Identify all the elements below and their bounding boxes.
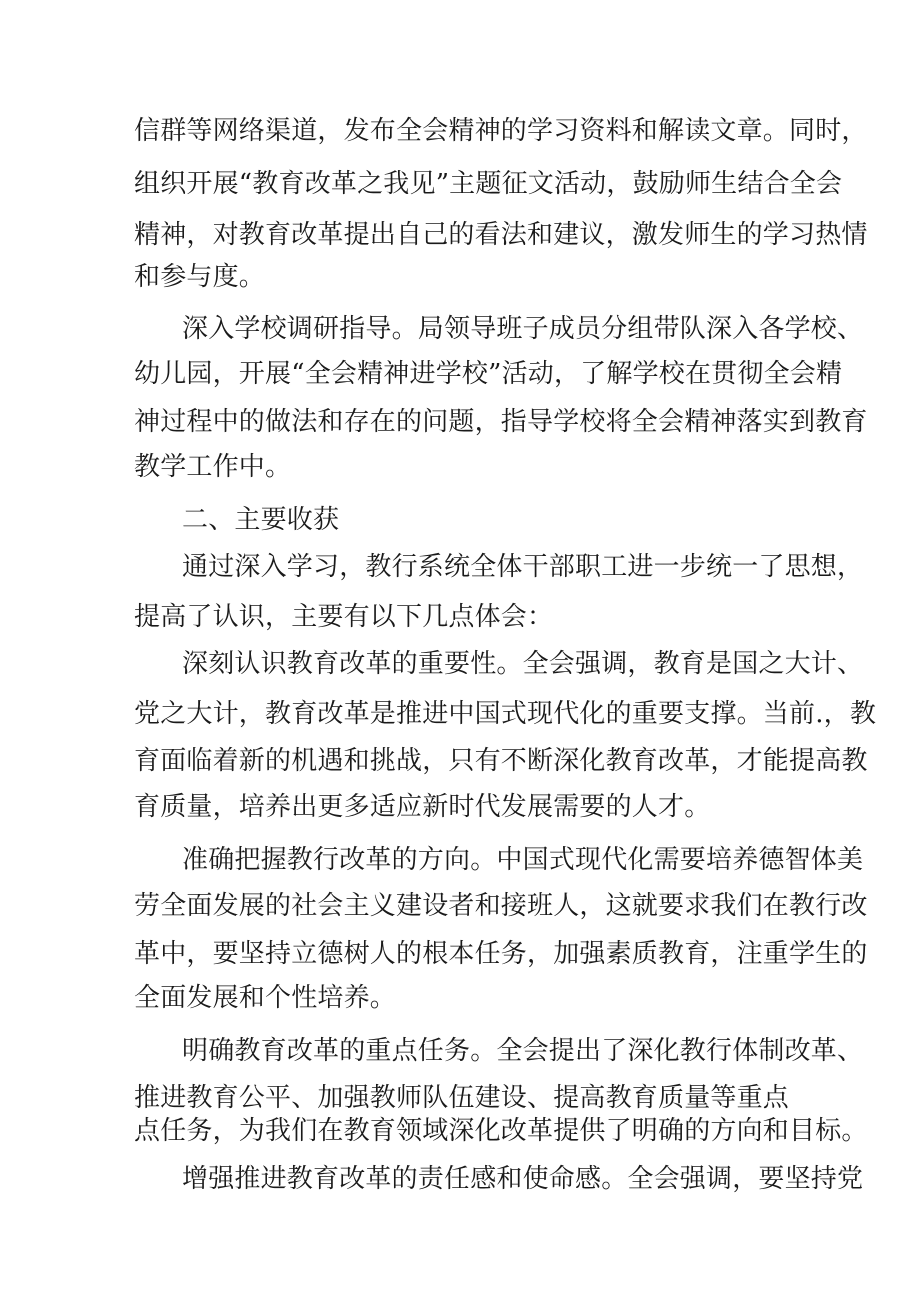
text-line: 育质量，培养出更多适应新时代发展需要的人才。 — [134, 792, 711, 822]
text-line: 党之大计，教育改革是推进中国式现代化的重要支撑。当前.，教 — [134, 699, 877, 729]
text-line: 推进教育公平、加强教师队伍建设、提高教育质量等重点 — [134, 1083, 790, 1113]
text-line: 神过程中的做法和存在的问题，指导学校将全会精神落实到教育 — [134, 407, 868, 437]
section-heading: 二、主要收获 — [182, 505, 340, 535]
text-line: 通过深入学习，教行系统全体干部职工进一步统一了思想， — [182, 552, 864, 582]
text-line: 明确教育改革的重点任务。全会提出了深化教行体制改革、 — [182, 1036, 864, 1066]
text-line: 幼儿园，开展“全会精神进学校”活动，了解学校在贯彻全会精 — [134, 359, 843, 389]
text-line: 和参与度。 — [134, 262, 266, 292]
text-line: 教学工作中。 — [134, 452, 292, 482]
text-line: 点任务，为我们在教育领域深化改革提供了明确的方向和目标。 — [134, 1116, 868, 1146]
text-line: 育面临着新的机遇和挑战，只有不断深化教育改革，才能提高教 — [134, 746, 868, 776]
text-line: 信群等网络渠道，发布全会精神的学习资料和解读文章。同时， — [134, 116, 868, 146]
text-line: 深入学校调研指导。局领导班子成员分组带队深入各学校、 — [182, 314, 864, 344]
text-line: 准确把握教行改革的方向。中国式现代化需要培养德智体美 — [182, 845, 864, 875]
text-line: 增强推进教育改革的责任感和使命感。全会强调，要坚持党 — [182, 1164, 864, 1194]
text-line: 革中，要坚持立德树人的根本任务，加强素质教育，注重学生的 — [134, 939, 868, 969]
text-line: 深刻认识教育改革的重要性。全会强调，教育是国之大计、 — [182, 649, 864, 679]
text-line: 全面发展和个性培养。 — [134, 983, 397, 1013]
text-line: 提高了认识，主要有以下几点体会： — [134, 602, 554, 632]
text-line: 劳全面发展的社会主义建设者和接班人，这就要求我们在教行改 — [134, 891, 868, 921]
text-line: 精神，对教育改革提出自己的看法和建议，激发师生的学习热情 — [134, 220, 868, 250]
text-line: 组织开展“教育改革之我见”主题征文活动，鼓励师生结合全会 — [134, 169, 843, 199]
